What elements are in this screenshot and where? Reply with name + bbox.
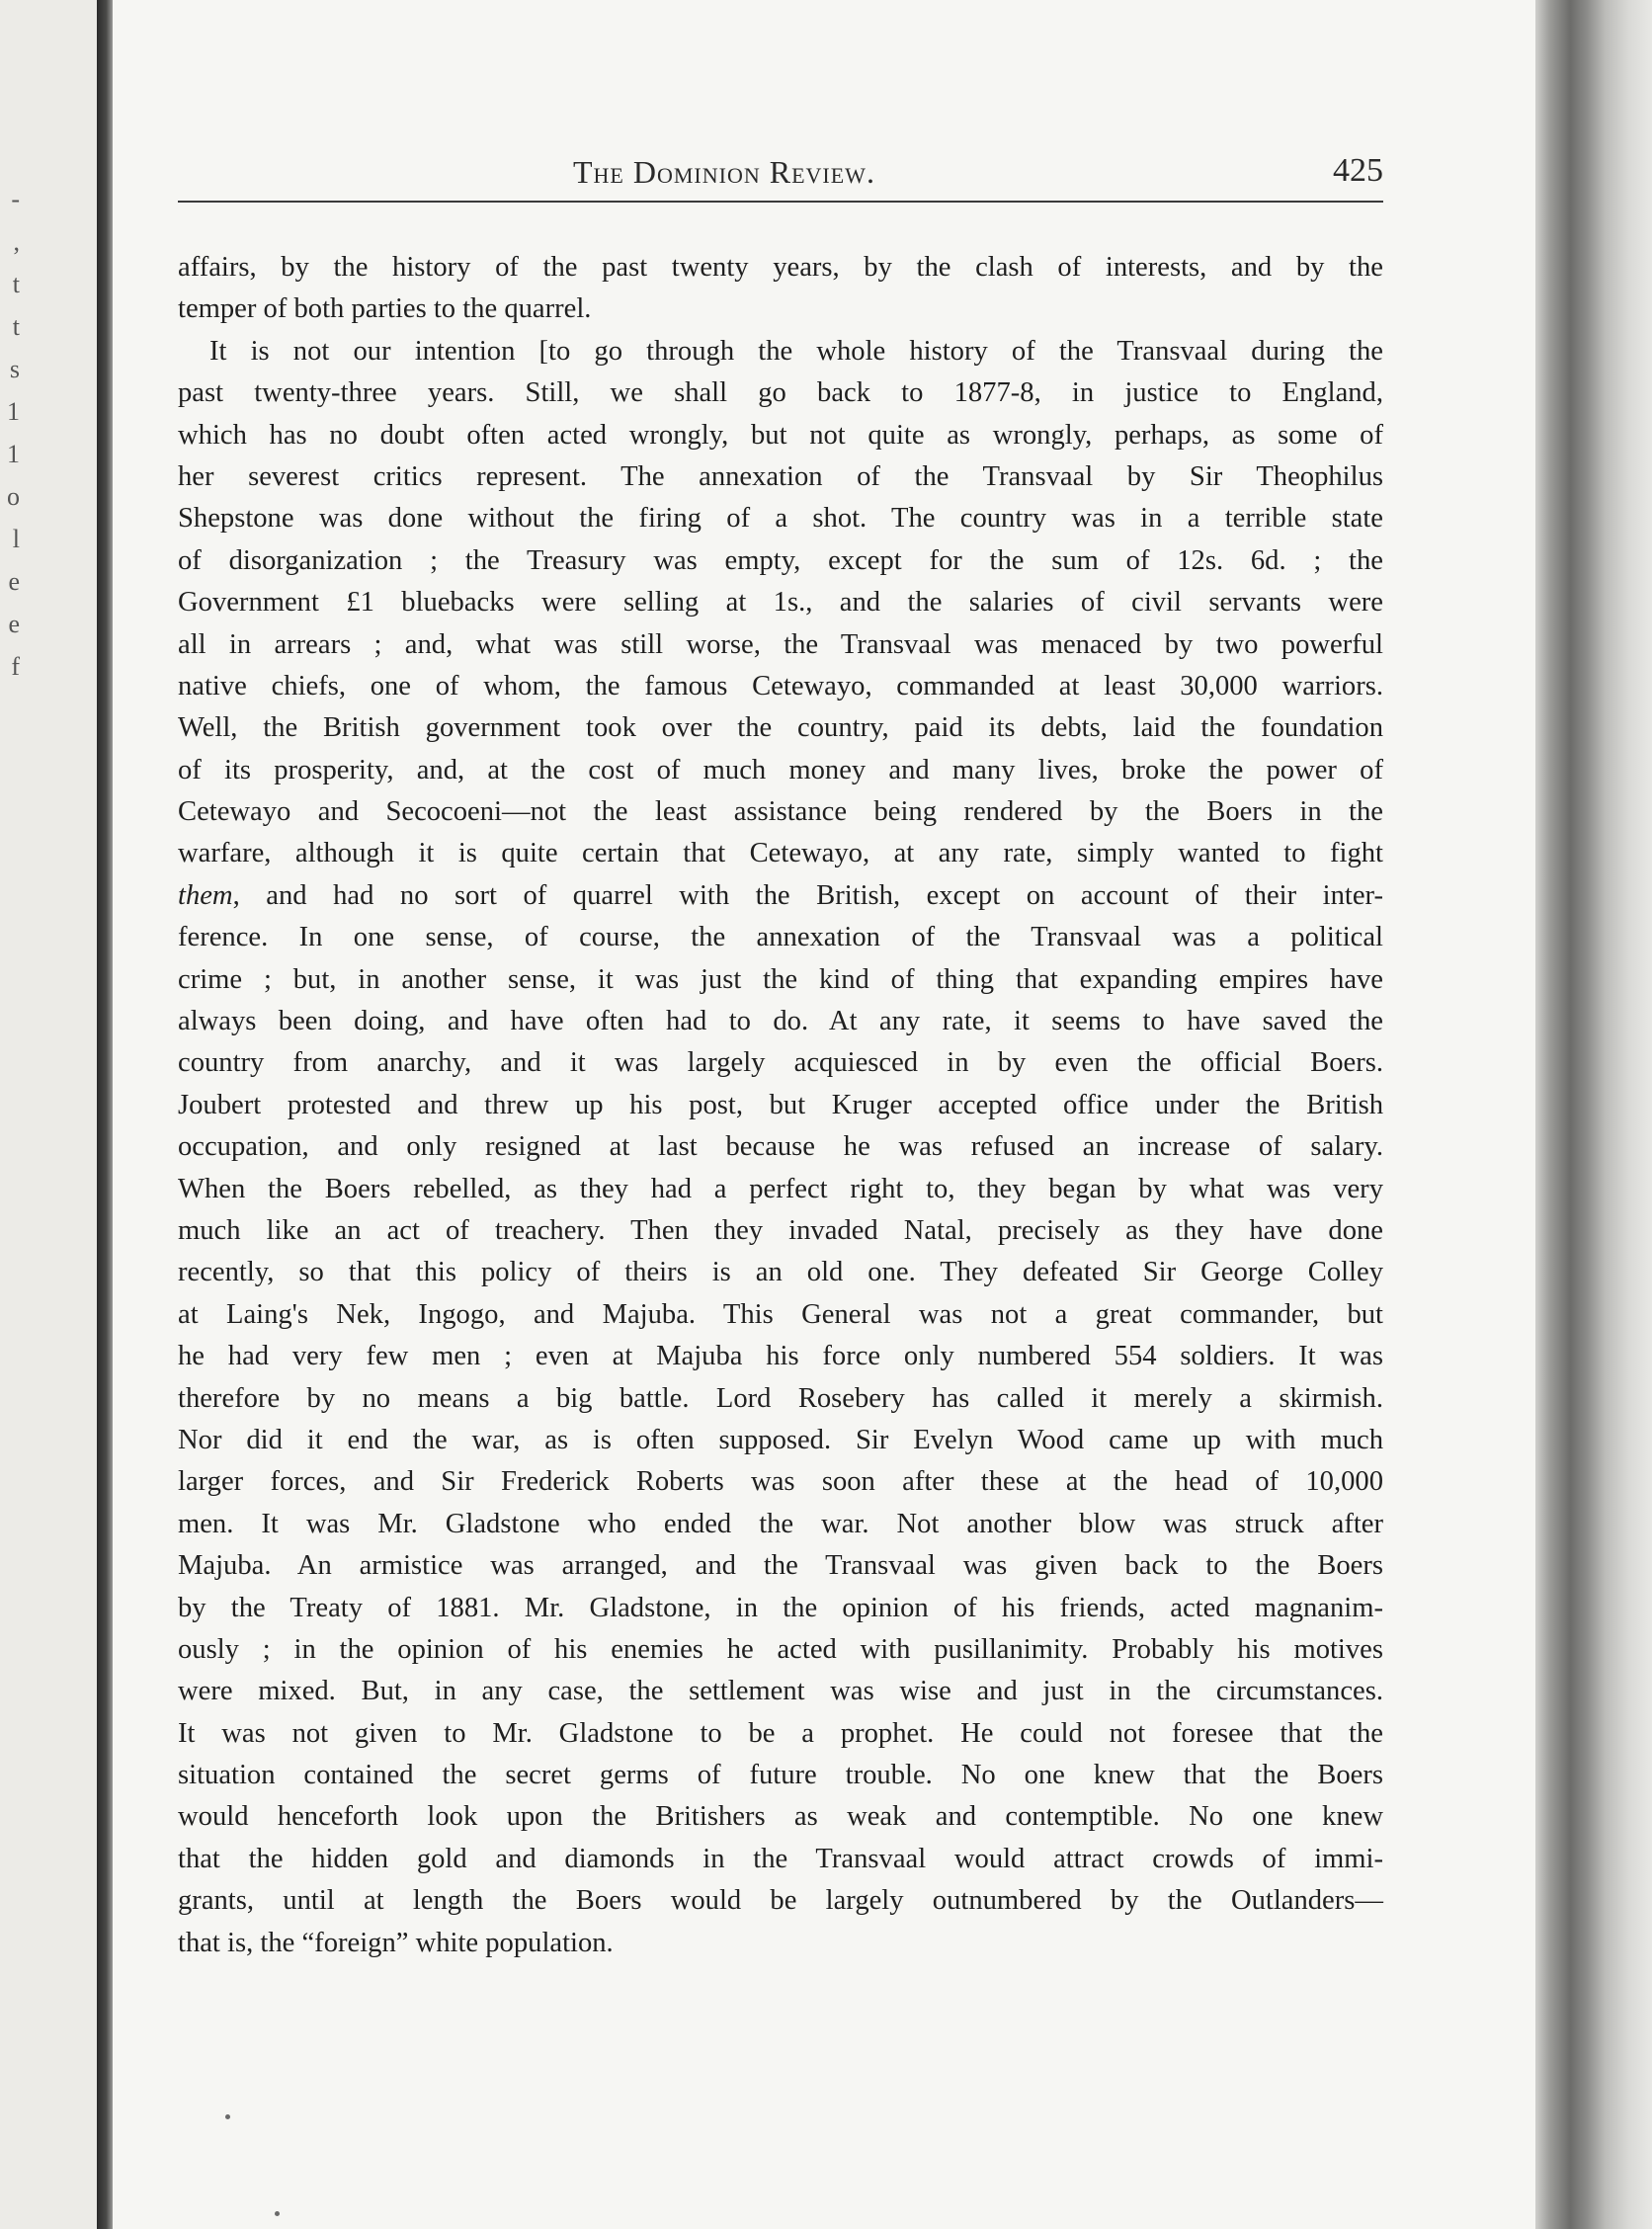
- text-line: which has no doubt often acted wrongly, but not quite as wrongly, perhaps, as some of: [178, 419, 1383, 451]
- text-line: native chiefs, one of whom, the famous Cetewayo, commanded at least 30,000 warriors.: [178, 670, 1383, 702]
- text-line: therefore by no means a big battle. Lord Rosebery has called it merely a skirmish.: [178, 1382, 1383, 1414]
- text-line: past twenty-three years. Still, we shall go back to 1877-8, in justice to England,: [178, 377, 1383, 409]
- text-line: much like an act of treachery. Then they invaded Natal, precisely as they have done: [178, 1214, 1383, 1246]
- text-line: grants, until at length the Boers would be largely outnumbered by the Outlanders—: [178, 1885, 1383, 1917]
- text-line: larger forces, and Sir Frederick Roberts was soon after these at the head of 10,000: [178, 1466, 1383, 1498]
- text-line: her severest critics represent. The annexation of the Transvaal by Sir Theophilus: [178, 460, 1383, 492]
- facing-page-fragment: o: [7, 482, 20, 511]
- page-number: 425: [1333, 152, 1383, 189]
- text-line: Majuba. An armistice was arranged, and the Transvaal was given back to the Boers: [178, 1550, 1383, 1582]
- text-line: that the hidden gold and diamonds in the Transvaal would attract crowds of immi-: [178, 1843, 1383, 1874]
- text-line: men. It was Mr. Gladstone who ended the war. Not another blow was struck after: [178, 1508, 1383, 1539]
- text-line: that is, the “foreign” white population.: [178, 1927, 614, 1958]
- facing-page-fragment: s: [9, 355, 20, 383]
- facing-page-fragment: f: [11, 652, 20, 681]
- text-line: Government £1 bluebacks were selling at 1s., and the salaries of civil servants were: [178, 587, 1383, 619]
- facing-page-text-fragments: [0, 178, 20, 688]
- facing-page-fragment: 1: [7, 440, 20, 468]
- facing-page-fragment: 1: [7, 397, 20, 426]
- text-line: by the Treaty of 1881. Mr. Gladstone, in the opinion of his friends, acted magnanim-: [178, 1592, 1383, 1623]
- text-line: of disorganization ; the Treasury was empty, except for the sum of 12s. 6d. ; the: [178, 544, 1383, 576]
- facing-page-edge: [0, 0, 97, 2229]
- text-line: always been doing, and have often had to do. At any rate, it seems to have saved the: [178, 1006, 1383, 1037]
- text-line: situation contained the secret germs of future trouble. No one knew that the Boers: [178, 1760, 1383, 1791]
- text-line: ference. In one sense, of course, the annexation of the Transvaal was a political: [178, 922, 1383, 953]
- text-line: he had very few men ; even at Majuba his force only numbered 554 soldiers. It was: [178, 1341, 1383, 1372]
- facing-page-fragment: -: [11, 185, 20, 213]
- text-line: occupation, and only resigned at last because he was refused an increase of salary.: [178, 1131, 1383, 1163]
- text-line: Joubert protested and threw up his post, but Kruger accepted office under the British: [178, 1089, 1383, 1120]
- page-header: [178, 148, 1383, 198]
- paragraph: [178, 247, 1383, 331]
- text-line: country from anarchy, and it was largely acquiesced in by even the official Boers.: [178, 1047, 1383, 1079]
- book-page-edges-right: [1535, 0, 1652, 2229]
- text-line: crime ; but, in another sense, it was just the kind of thing that expanding empires have: [178, 963, 1383, 995]
- facing-page-fragment: l: [12, 525, 20, 553]
- facing-page-fragment: t: [12, 270, 20, 298]
- header-rule: [178, 201, 1383, 203]
- text-line: of its prosperity, and, at the cost of much money and many lives, broke the power of: [178, 754, 1383, 785]
- text-line: It is not our intention [to go through the whole history of the Transvaal during the: [209, 335, 1383, 367]
- running-title: The Dominion Review.: [573, 154, 875, 190]
- body-text: [178, 247, 1383, 1964]
- text-line: Shepstone was done without the firing of a shot. The country was in a terrible state: [178, 503, 1383, 535]
- text-line: Cetewayo and Secocoeni—not the least assistance being rendered by the Boers in the: [178, 796, 1383, 828]
- text-line: would henceforth look upon the Britishers as weak and contemptible. No one knew: [178, 1801, 1383, 1833]
- text-line: at Laing's Nek, Ingogo, and Majuba. This General was not a great commander, but: [178, 1298, 1383, 1330]
- facing-page-fragment: t: [12, 312, 20, 341]
- text-line: When the Boers rebelled, as they had a perfect right to, they began by what was very: [178, 1173, 1383, 1204]
- book-binding-left: [97, 0, 113, 2229]
- text-line: temper of both parties to the quarrel.: [178, 293, 592, 325]
- text-line: recently, so that this policy of theirs is an old one. They defeated Sir George Colley: [178, 1257, 1383, 1288]
- text-line: Well, the British government took over the country, paid its debts, laid the foundation: [178, 712, 1383, 744]
- facing-page-fragment: ,: [13, 227, 20, 256]
- text-line: affairs, by the history of the past twenty years, by the clash of interests, and by the: [178, 252, 1383, 283]
- text-line: warfare, although it is quite certain that Cetewayo, at any rate, simply wanted to fight: [178, 838, 1383, 869]
- text-line: It was not given to Mr. Gladstone to be a prophet. He could not foresee that the: [178, 1717, 1383, 1749]
- text-line: all in arrears ; and, what was still worse, the Transvaal was menaced by two powerful: [178, 628, 1383, 660]
- facing-page-fragment: e: [8, 610, 20, 638]
- text-line: were mixed. But, in any case, the settlement was wise and just in the circumstances.: [178, 1676, 1383, 1707]
- text-line: them, and had no sort of quarrel with the British, except on account of their inter-: [178, 879, 1383, 911]
- text-line: Nor did it end the war, as is often supposed. Sir Evelyn Wood came up with much: [178, 1424, 1383, 1455]
- text-line: ously ; in the opinion of his enemies he acted with pusillanimity. Probably his motives: [178, 1633, 1383, 1665]
- paragraph: [178, 331, 1383, 1964]
- facing-page-fragment: e: [8, 567, 20, 596]
